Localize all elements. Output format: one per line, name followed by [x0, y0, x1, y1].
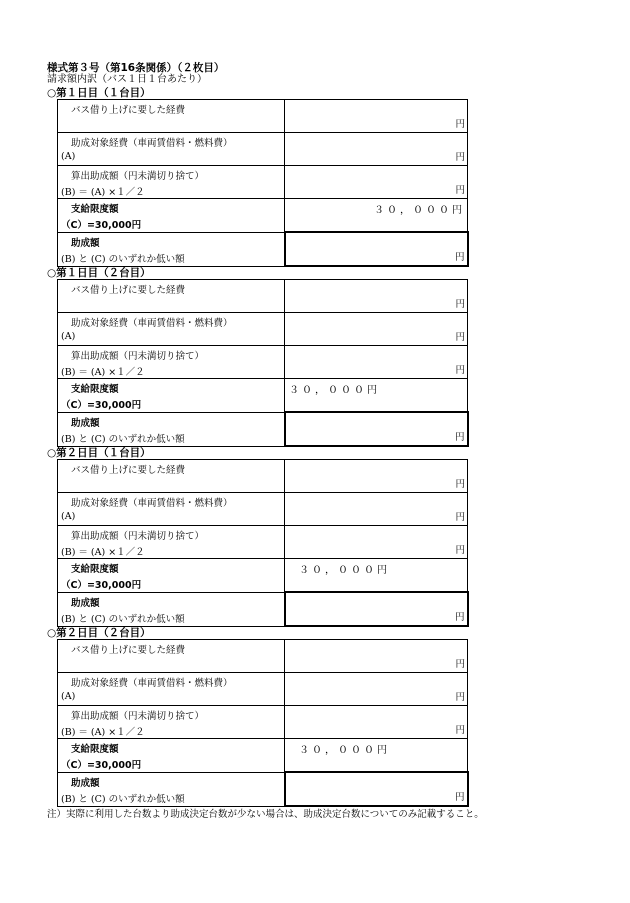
table-row	[58, 772, 468, 806]
subsidy-target-label: 助成対象経費（車両賃借料・燃料費）	[71, 498, 233, 509]
expense-amount-field[interactable]	[285, 100, 468, 133]
form-page	[47, 62, 484, 821]
expense-label-cell	[58, 460, 285, 493]
expense-label: バス借り上げに要した経費	[71, 645, 186, 656]
grant-label: 助成額	[71, 777, 100, 789]
limit-label-cell	[58, 379, 285, 413]
calc-label-cell	[58, 706, 285, 739]
table-row	[58, 739, 468, 773]
grant-formula: (B) と (C) のいずれか低い額	[61, 613, 185, 625]
table-row	[58, 379, 468, 413]
yen-unit: 円	[455, 152, 465, 163]
limit-label: 支給限度額	[71, 204, 119, 215]
subsidy-target-mark: (A)	[61, 331, 76, 342]
yen-unit: 円	[455, 479, 465, 490]
limit-formula: （C）=30,000円	[61, 580, 142, 591]
expense-amount-field[interactable]	[285, 640, 468, 673]
calc-formula: (B) ＝ (A) ×１／２	[61, 367, 145, 378]
limit-amount-cell	[285, 739, 468, 773]
limit-formula: （C）=30,000円	[61, 760, 142, 771]
table-row	[58, 199, 468, 233]
table-row	[58, 460, 468, 493]
calc-label: 算出助成額（円未満切り捨て）	[71, 171, 205, 182]
subsidy-target-mark: (A)	[61, 151, 76, 162]
table-row	[58, 313, 468, 346]
yen-unit: 円	[454, 252, 465, 263]
table-row	[58, 559, 468, 593]
yen-unit: 円	[455, 725, 465, 736]
section-title: ○第１日目（２台目）	[47, 267, 151, 279]
subsidy-target-amount-field[interactable]	[285, 133, 468, 166]
limit-amount: ３０，０００円	[374, 205, 465, 216]
grant-label-cell	[58, 592, 285, 626]
yen-unit: 円	[455, 299, 465, 310]
yen-unit: 円	[455, 365, 465, 376]
footnote: 注）実際に利用した台数より助成決定台数が少ない場合は、助成決定台数についてのみ記載すること。	[47, 809, 484, 820]
table-row	[58, 592, 468, 626]
calc-formula: (B) ＝ (A) ×１／２	[61, 727, 145, 738]
grant-amount-field[interactable]	[285, 412, 468, 446]
expense-label-cell	[58, 100, 285, 133]
table-row	[58, 706, 468, 739]
expense-label: バス借り上げに要した経費	[71, 105, 186, 116]
calc-amount-field[interactable]	[285, 346, 468, 379]
subsidy-table	[57, 639, 469, 807]
subsidy-target-label-cell	[58, 673, 285, 706]
section-title: ○第１日目（１台目）	[47, 87, 151, 99]
table-row	[58, 673, 468, 706]
limit-amount-cell	[285, 559, 468, 593]
expense-amount-field[interactable]	[285, 460, 468, 493]
table-row	[58, 232, 468, 266]
yen-unit: 円	[454, 432, 465, 443]
limit-label: 支給限度額	[71, 744, 119, 755]
grant-amount-field[interactable]	[285, 232, 468, 266]
grant-label-cell	[58, 412, 285, 446]
calc-amount-field[interactable]	[285, 166, 468, 199]
yen-unit: 円	[455, 545, 465, 556]
calc-label: 算出助成額（円未満切り捨て）	[71, 531, 205, 542]
subsidy-target-label: 助成対象経費（車両賃借料・燃料費）	[71, 138, 233, 149]
calc-label-cell	[58, 526, 285, 559]
limit-amount: ３０，０００円	[299, 745, 390, 756]
expense-amount-field[interactable]	[285, 280, 468, 313]
yen-unit: 円	[455, 119, 465, 130]
limit-label-cell	[58, 739, 285, 773]
yen-unit: 円	[455, 692, 465, 703]
limit-label: 支給限度額	[71, 564, 119, 575]
limit-label-cell	[58, 559, 285, 593]
grant-label: 助成額	[71, 237, 100, 249]
table-row	[58, 346, 468, 379]
calc-formula: (B) ＝ (A) ×１／２	[61, 547, 145, 558]
section-title: ○第２日目（２台目）	[47, 627, 151, 639]
grant-formula: (B) と (C) のいずれか低い額	[61, 433, 185, 445]
subsidy-table	[57, 279, 469, 447]
subsidy-target-label: 助成対象経費（車両賃借料・燃料費）	[71, 678, 233, 689]
calc-amount-field[interactable]	[285, 526, 468, 559]
subsidy-target-label: 助成対象経費（車両賃借料・燃料費）	[71, 318, 233, 329]
subsidy-target-label-cell	[58, 313, 285, 346]
calc-label-cell	[58, 346, 285, 379]
table-row	[58, 166, 468, 199]
table-row	[58, 133, 468, 166]
yen-unit: 円	[455, 185, 465, 196]
yen-unit: 円	[455, 332, 465, 343]
limit-formula: （C）=30,000円	[61, 220, 142, 231]
expense-label-cell	[58, 640, 285, 673]
limit-label: 支給限度額	[71, 384, 119, 395]
grant-label: 助成額	[71, 597, 100, 609]
subsidy-target-label-cell	[58, 133, 285, 166]
grant-label-cell	[58, 232, 285, 266]
section-title: ○第２日目（１台目）	[47, 447, 151, 459]
subsidy-target-label-cell	[58, 493, 285, 526]
limit-label-cell	[58, 199, 285, 233]
expense-label: バス借り上げに要した経費	[71, 465, 186, 476]
grant-label-cell	[58, 772, 285, 806]
limit-amount: ３０，０００円	[289, 385, 380, 396]
table-row	[58, 493, 468, 526]
subsidy-target-amount-field[interactable]	[285, 493, 468, 526]
yen-unit: 円	[454, 612, 465, 623]
calc-label: 算出助成額（円未満切り捨て）	[71, 351, 205, 362]
subsidy-table	[57, 459, 469, 627]
yen-unit: 円	[455, 659, 465, 670]
grant-formula: (B) と (C) のいずれか低い額	[61, 253, 185, 265]
subsidy-table	[57, 99, 469, 267]
limit-amount-cell	[285, 379, 468, 413]
table-row	[58, 412, 468, 446]
limit-amount-cell	[285, 199, 468, 233]
yen-unit: 円	[454, 792, 465, 803]
grant-amount-field[interactable]	[285, 772, 468, 806]
subsidy-target-mark: (A)	[61, 691, 76, 702]
limit-amount: ３０，０００円	[299, 565, 390, 576]
expense-label-cell	[58, 280, 285, 313]
calc-formula: (B) ＝ (A) ×１／２	[61, 187, 145, 198]
form-subtitle: 請求額内訳（バス１日１台あたり）	[47, 74, 207, 85]
grant-amount-field[interactable]	[285, 592, 468, 626]
subsidy-target-amount-field[interactable]	[285, 313, 468, 346]
grant-label: 助成額	[71, 417, 100, 429]
subsidy-target-mark: (A)	[61, 511, 76, 522]
table-row	[58, 280, 468, 313]
table-row	[58, 526, 468, 559]
expense-label: バス借り上げに要した経費	[71, 285, 186, 296]
calc-label: 算出助成額（円未満切り捨て）	[71, 711, 205, 722]
table-row	[58, 100, 468, 133]
calc-label-cell	[58, 166, 285, 199]
subsidy-target-amount-field[interactable]	[285, 673, 468, 706]
form-title: 様式第３号（第16条関係）（２枚目）	[47, 62, 225, 74]
table-row	[58, 640, 468, 673]
grant-formula: (B) と (C) のいずれか低い額	[61, 793, 185, 805]
calc-amount-field[interactable]	[285, 706, 468, 739]
yen-unit: 円	[455, 512, 465, 523]
limit-formula: （C）=30,000円	[61, 400, 142, 411]
